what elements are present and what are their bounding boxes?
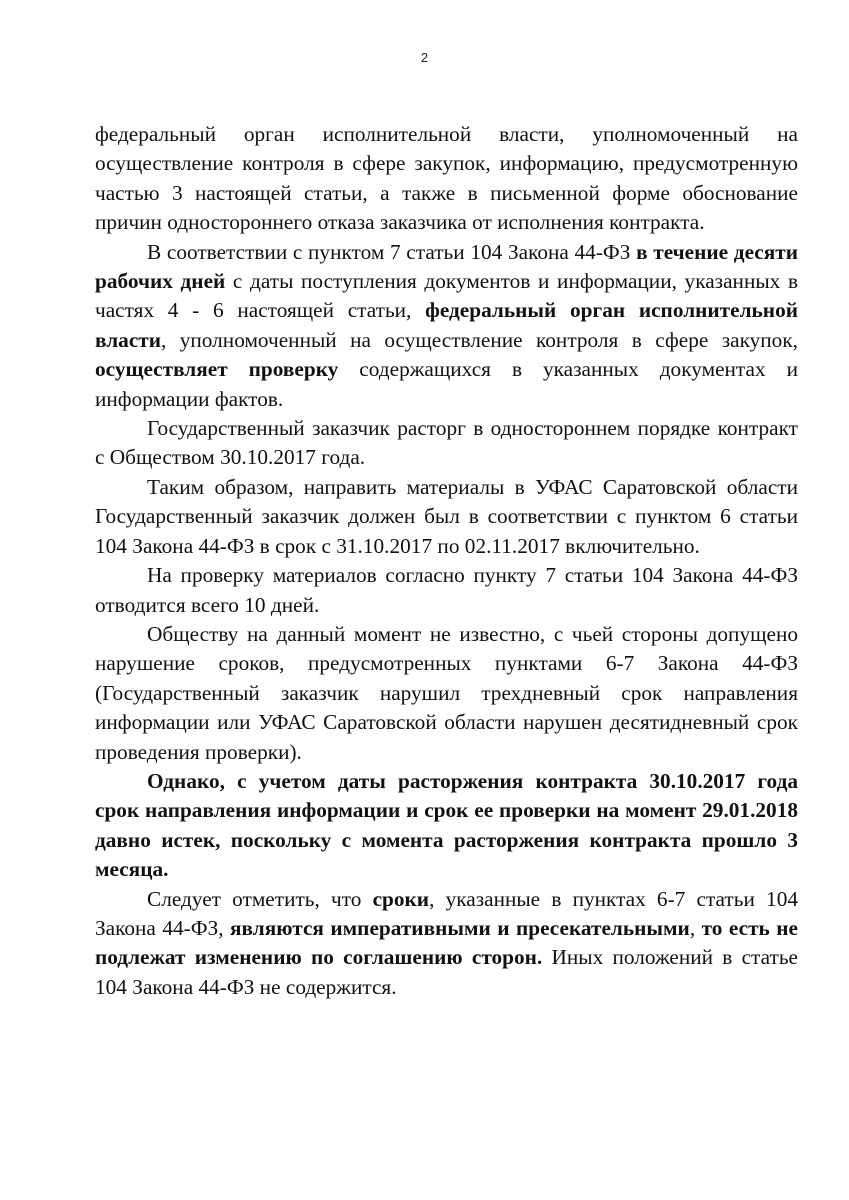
bold-segment: федеральный орган исполнительной власти — [95, 298, 798, 352]
paragraph-6 — [95, 620, 798, 767]
paragraph-4 — [95, 473, 798, 561]
paragraph-3 — [95, 414, 798, 473]
bold-segment: то есть не подлежат изменению по соглашению сторон. — [95, 915, 798, 970]
text-segment: Обществу на данный момент не известно, с чьей стороны допущено нарушение сроков, предусмотренных пунктами 6-7 Закона 44-ФЗ (Государственный заказчик нарушил трехдневный срок направления информации или УФАС Саратовской области нарушен десятидневный срок проведения проверки). — [95, 621, 798, 764]
text-segment: Таким образом, направить материалы в УФАС Саратовской области Государственный заказчик должен был в соответствии с пунктом 6 статьи 104 Закона 44-ФЗ в срок с 31.10.2017 по 02.11.2017 включительно. — [95, 474, 798, 558]
text-segment: , уполномоченный на осуществление контроля в сфере закупок, — [161, 327, 798, 352]
paragraph-7 — [95, 767, 798, 885]
bold-segment: сроки — [372, 886, 430, 911]
text-segment: Иных положений в статье 104 Закона 44-ФЗ не содержится. — [95, 945, 798, 999]
text-segment: Следует отметить, что — [147, 886, 373, 911]
bold-segment: осуществляет проверку — [95, 357, 339, 382]
paragraph-2 — [95, 238, 798, 414]
paragraph-5 — [95, 561, 798, 620]
paragraph-8 — [95, 885, 798, 1003]
paragraph-1 — [95, 120, 798, 238]
text-segment: На проверку материалов согласно пункту 7 статьи 104 Закона 44-ФЗ отводится всего 10 дней. — [95, 563, 798, 617]
text-segment: , — [689, 915, 702, 940]
text-segment: с даты поступления документов и информации, указанных в частях 4 - 6 настоящей статьи, — [95, 269, 798, 323]
text-segment: В соответствии с пунктом 7 статьи 104 Закона 44-ФЗ — [147, 239, 637, 264]
text-segment: Государственный заказчик расторг в одностороннем порядке контракт с Обществом 30.10.2017 года. — [95, 416, 798, 470]
bold-segment: являются императивными и пресекательными — [230, 915, 690, 940]
text-segment: федеральный орган исполнительной власти, уполномоченный на осуществление контроля в сфере закупок, информацию, предусмотренную частью 3 настоящей статьи, а также в письменной форме обоснование причин одностороннего отказа заказчика от исполнения контракта. — [95, 122, 798, 235]
text-segment: содержащихся в указанных документах и информации фактов. — [95, 357, 798, 411]
text-segment: , указанные в пунктах 6-7 статьи 104 Закона 44-ФЗ, — [95, 886, 798, 940]
document-body — [95, 120, 798, 1002]
bold-segment: в течение десяти рабочих дней — [95, 239, 798, 294]
page-number: 2 — [420, 50, 429, 65]
bold-segment: Однако, с учетом даты расторжения контракта 30.10.2017 года срок направления информации и срок ее проверки на момент 29.01.2018 давно истек, поскольку с момента расторжения контракта прошло 3 месяца. — [95, 768, 798, 882]
